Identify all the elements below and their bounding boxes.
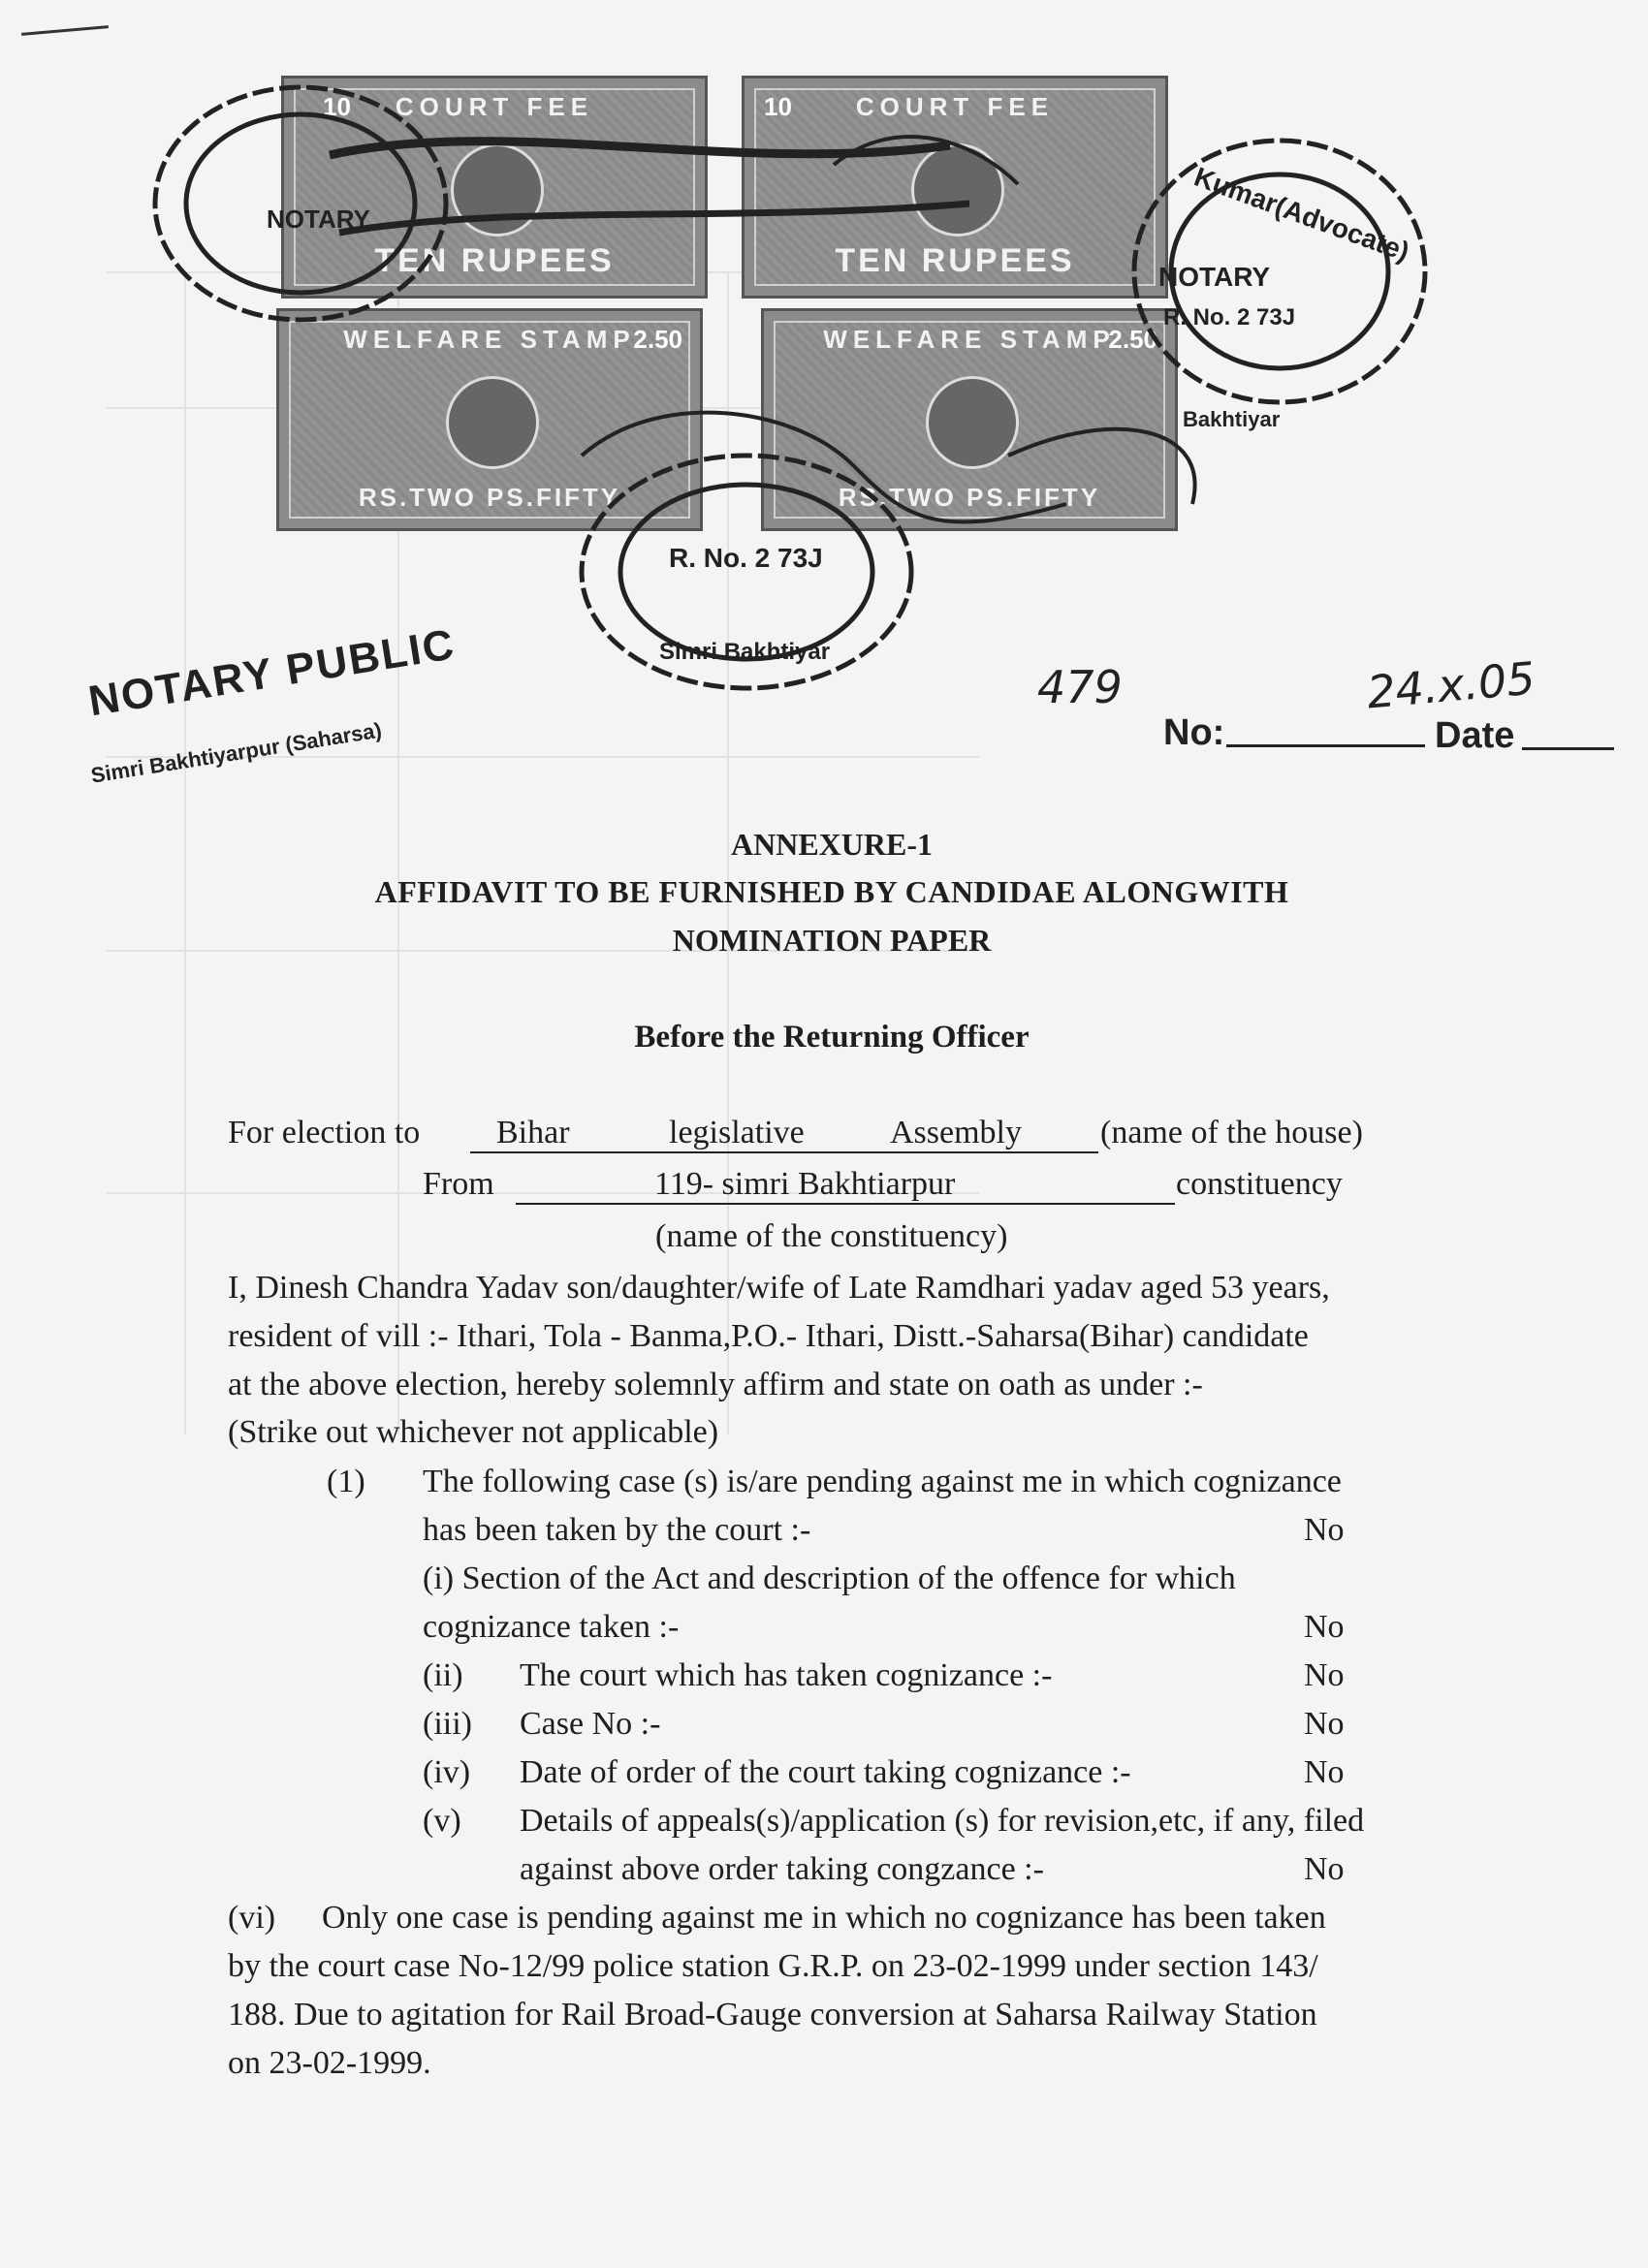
item-ii-number: (ii) (423, 1657, 463, 1693)
item-1-number: (1) (327, 1464, 365, 1499)
court-fee-stamp-left: 10 COURT FEE TEN RUPEES (281, 76, 708, 299)
constituency-value: 119- simri Bakhtiarpur (654, 1166, 956, 1202)
item-ii-answer: No (1304, 1657, 1345, 1693)
date-dash-line (1522, 747, 1614, 750)
notary-seal-marks (0, 0, 1648, 717)
seal-place-right: Bakhtiyar (1183, 407, 1281, 431)
seal-reg-no-right: R. No. 2 73J (1163, 304, 1296, 331)
item-vi-line3: 188. Due to agitation for Rail Broad-Gauge conversion at Saharsa Railway Station (228, 1997, 1317, 2032)
item-v-number: (v) (423, 1803, 461, 1839)
item-iii-number: (iii) (423, 1706, 472, 1742)
item-v-answer: No (1304, 1851, 1345, 1887)
item-vi-number: (vi) (228, 1900, 276, 1936)
item-v-line1: Details of appeals(s)/application (s) for revision,etc, if any, filed (520, 1803, 1365, 1839)
from-label: From (423, 1166, 494, 1202)
welfare-stamp-right: 2.50 WELFARE STAMP RS.TWO PS.FIFTY (761, 308, 1178, 531)
date-label: Date (1435, 715, 1515, 756)
handwritten-date: 24.x.05 (1364, 651, 1537, 719)
handwritten-number: 479 (1037, 661, 1123, 713)
item-i-line2: cognizance taken :- (423, 1609, 680, 1645)
notary-public-stamp-title: NOTARY PUBLIC (85, 620, 460, 726)
house-word-2: legislative (669, 1115, 805, 1150)
seal-name-right: Kumar(Advocate) (1189, 161, 1413, 268)
court-fee-stamp-right: 10 COURT FEE TEN RUPEES (742, 76, 1168, 299)
no-dash-line (1226, 744, 1425, 747)
affidavit-title-line2: NOMINATION PAPER (672, 923, 992, 958)
house-word-3: Assembly (890, 1115, 1022, 1150)
declaration-line2: resident of vill :- Ithari, Tola - Banma,P.O.- Ithari, Distt.-Saharsa(Bihar) candidate (228, 1318, 1309, 1354)
declaration-line3: at the above election, hereby solemnly affirm and state on oath as under :- (228, 1367, 1203, 1402)
returning-officer-heading: Before the Returning Officer (634, 1020, 1030, 1055)
affidavit-title-line1: AFFIDAVIT TO BE FURNISHED BY CANDIDAE ALONGWITH (374, 874, 1289, 909)
constituency-hint: (name of the constituency) (655, 1218, 1008, 1254)
item-v-line2: against above order taking congzance :- (520, 1851, 1044, 1887)
item-i-answer: No (1304, 1609, 1345, 1645)
seal-place-bottom: Simri Bakhtiyar (659, 639, 831, 665)
constituency-suffix: constituency (1176, 1166, 1343, 1202)
item-vi-line2: by the court case No-12/99 police station G.R.P. on 23-02-1999 under section 143/ (228, 1948, 1318, 1984)
item-iii-text: Case No :- (520, 1706, 661, 1742)
item-1-line1: The following case (s) is/are pending against me in which cognizance (423, 1464, 1342, 1499)
seal-reg-no-bottom: R. No. 2 73J (669, 543, 823, 573)
item-iv-number: (iv) (423, 1754, 471, 1790)
item-i-line1: (i) Section of the Act and description of the offence for which (423, 1560, 1236, 1596)
item-iii-answer: No (1304, 1706, 1345, 1742)
notary-public-stamp-place: Simri Bakhtiyarpur (Saharsa) (89, 717, 384, 788)
no-label: No: (1163, 712, 1225, 753)
declaration-line1: I, Dinesh Chandra Yadav son/daughter/wife of Late Ramdhari yadav aged 53 years, (228, 1270, 1330, 1306)
house-word-1: Bihar (496, 1115, 570, 1150)
constituency-underline (516, 1203, 1175, 1205)
item-1-answer: No (1304, 1512, 1345, 1548)
item-1-line2: has been taken by the court :- (423, 1512, 811, 1548)
declaration-line4: (Strike out whichever not applicable) (228, 1414, 719, 1450)
item-ii-text: The court which has taken cognizance :- (520, 1657, 1053, 1693)
item-iv-answer: No (1304, 1754, 1345, 1790)
seal-notary-label-left: NOTARY (267, 205, 370, 234)
item-vi-line1: Only one case is pending against me in which no cognizance has been taken (322, 1900, 1326, 1936)
house-hint: (name of the house) (1100, 1115, 1363, 1150)
seal-notary-label-right: NOTARY (1158, 262, 1271, 292)
item-iv-text: Date of order of the court taking cognizance :- (520, 1754, 1131, 1790)
item-vi-line4: on 23-02-1999. (228, 2045, 431, 2081)
for-election-label: For election to (228, 1115, 421, 1150)
annexure-heading: ANNEXURE-1 (731, 827, 933, 862)
welfare-stamp-left: 2.50 WELFARE STAMP RS.TWO PS.FIFTY (276, 308, 703, 531)
house-underline (470, 1151, 1098, 1153)
